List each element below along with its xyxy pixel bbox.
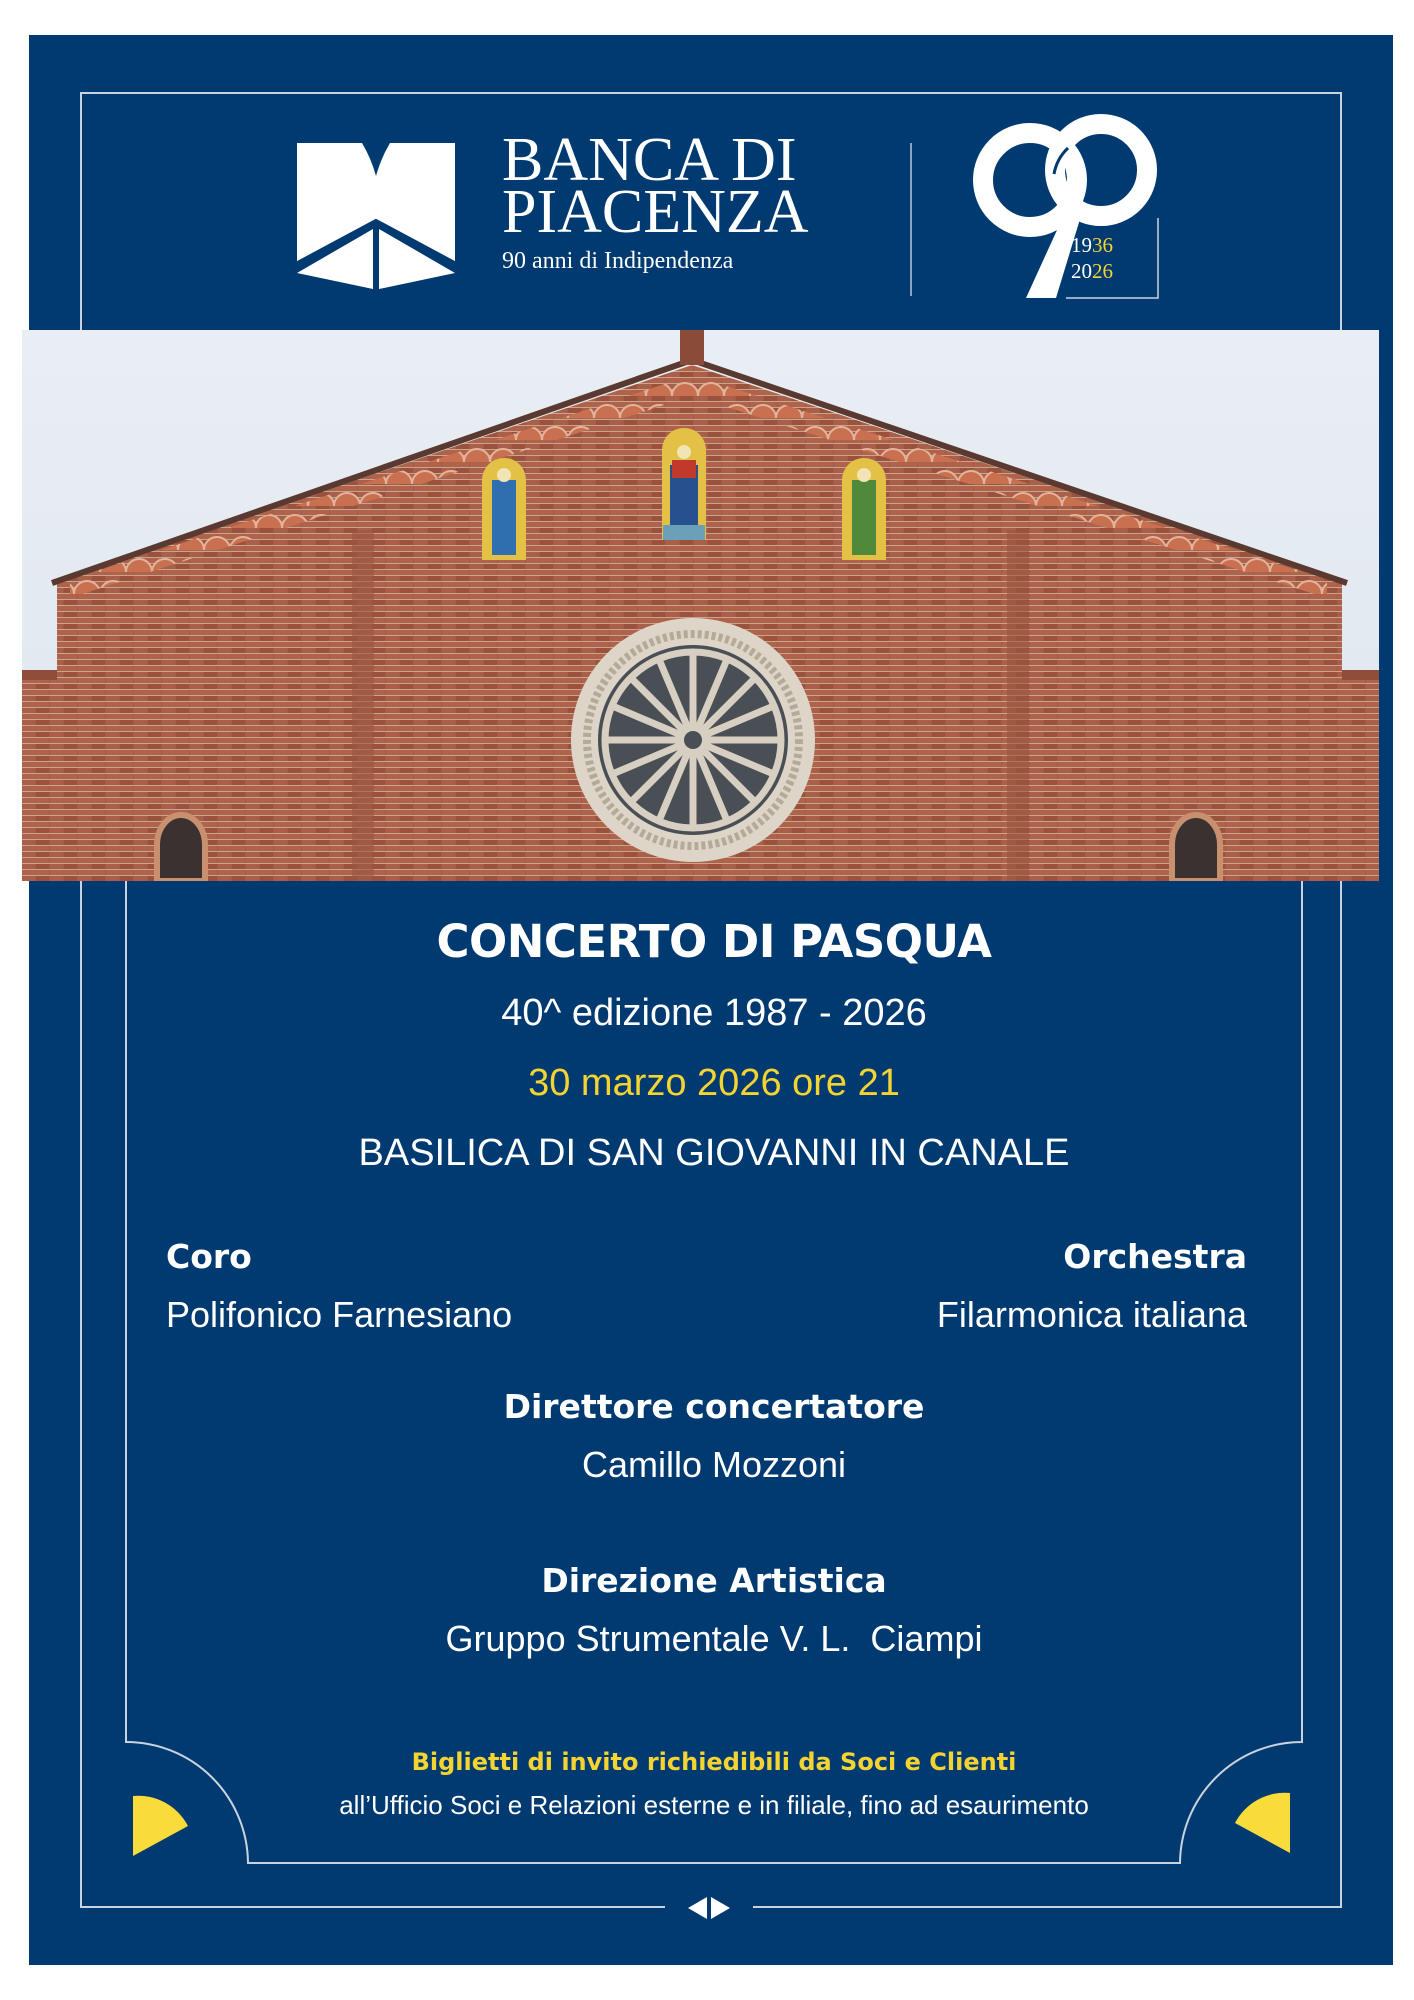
year-end: 2026 [1071,259,1113,283]
choir-role: Coro [166,1237,252,1276]
orchestra-block [937,1232,1247,1348]
conductor-role: Direttore concertatore [503,1387,925,1426]
event-date: 30 marzo 2026 ore 21 [528,1062,900,1104]
artistic-direction-role: Direzione Artistica [541,1561,887,1600]
anniversary-90-logo-icon [968,108,1168,300]
bank-butterfly-logo-icon [296,143,456,289]
orchestra-name: Filarmonica italiana [936,1294,1247,1335]
tickets-title: Biglietti di invito richiedibili da Soci e Clienti [411,1748,1017,1776]
orchestra-role: Orchestra [1063,1237,1247,1276]
conductor-block [126,1382,1302,1498]
artistic-direction-block [126,1556,1302,1672]
event-venue: BASILICA DI SAN GIOVANNI IN CANALE [358,1132,1070,1174]
artistic-direction-name: Gruppo Strumentale V. L. Ciampi [445,1618,983,1659]
bank-name-line2: PIACENZA [502,178,809,246]
choir-block [166,1232,512,1348]
event-edition: 40^ edizione 1987 - 2026 [501,992,927,1034]
event-title: CONCERTO DI PASQUA [436,915,992,968]
choir-name: Polifonico Farnesiano [166,1294,513,1335]
church-photo [22,330,1379,881]
bank-tagline: 90 anni di Indipendenza [502,248,734,274]
year-start: 1936 [1071,233,1113,257]
bank-name [502,126,809,275]
bank-name-line1: BANCA DI [502,126,797,194]
diamond-ornament-icon [688,1896,730,1920]
tickets-subtitle: all’Ufficio Soci e Relazioni esterne e in filiale, fino ad esaurimento [339,1790,1089,1820]
anniversary-years [1071,232,1113,284]
conductor-name: Camillo Mozzoni [581,1444,847,1485]
